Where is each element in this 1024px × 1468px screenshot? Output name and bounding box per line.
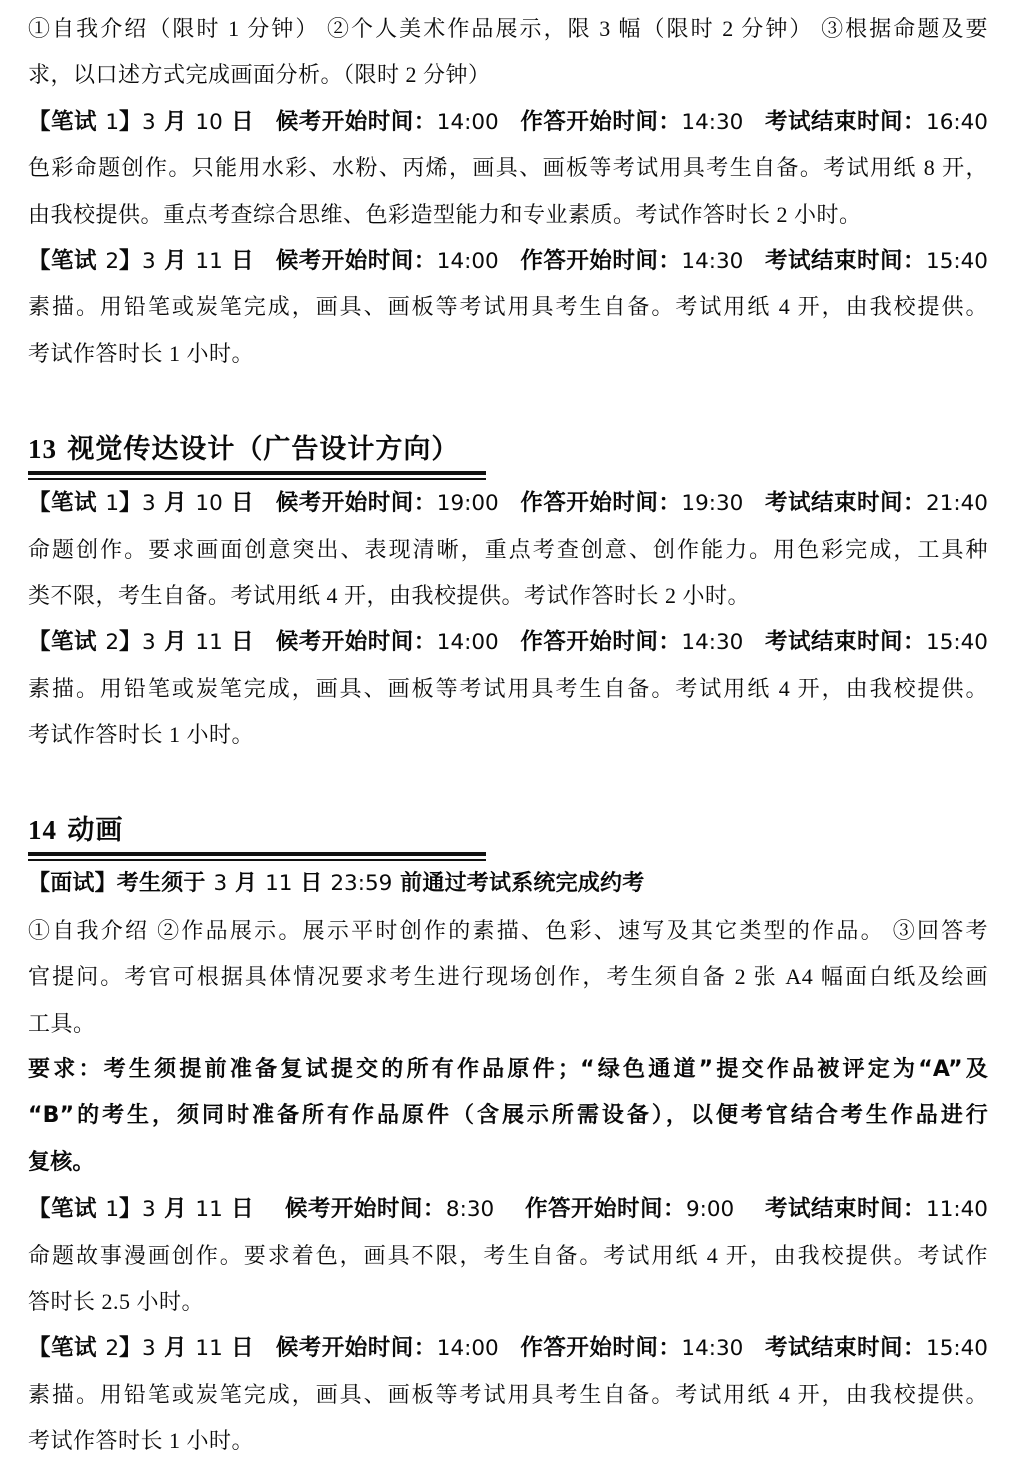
text-run: 作答开始时间： bbox=[520, 1335, 682, 1362]
text-run: 月 bbox=[155, 1335, 196, 1362]
exam-field bbox=[276, 238, 499, 284]
numeric-text: 19:30 bbox=[681, 491, 744, 517]
numeric-text: 1 bbox=[105, 491, 120, 517]
numeric-text: 14:30 bbox=[681, 109, 744, 135]
numeric-text: 19:00 bbox=[436, 491, 499, 517]
exam-field bbox=[765, 99, 988, 145]
text-run: 】 bbox=[119, 1196, 143, 1223]
text-run: 作答开始时间： bbox=[524, 1196, 686, 1223]
text-run: 】 bbox=[119, 247, 143, 274]
exam-field bbox=[276, 99, 499, 145]
numeric-text: 11 bbox=[195, 248, 223, 274]
numeric-text: 16:40 bbox=[926, 109, 988, 135]
text-run: 】 bbox=[119, 1335, 143, 1362]
numeric-text: 21:40 bbox=[926, 491, 988, 517]
paragraph-line: 求，以口述方式完成画面分析。（限时 2 分钟） bbox=[28, 62, 491, 88]
exam-field bbox=[28, 1325, 254, 1371]
paragraph-line: 素描。用铅笔或炭笔完成，画具、画板等考试用具考生自备。考试用纸 4 开，由我校提供。 bbox=[28, 294, 988, 320]
numeric-text: 3 bbox=[142, 248, 156, 274]
numeric-text: 11 bbox=[195, 1336, 223, 1362]
paragraph-line: ①自我介绍 ②作品展示。展示平时创作的素描、色彩、速写及其它类型的作品。 ③回答考 bbox=[28, 917, 988, 943]
numeric-text: 15:40 bbox=[926, 630, 988, 656]
text-run: 月 bbox=[227, 871, 266, 897]
text-run: 日 bbox=[222, 1335, 255, 1362]
text-run: 考试结束时间： bbox=[765, 1335, 927, 1362]
text-run: 考试结束时间： bbox=[765, 247, 927, 274]
text-run: 】 bbox=[119, 629, 143, 656]
exam-field bbox=[765, 238, 988, 284]
requirement-line: 要求：考生须提前准备复试提交的所有作品原件；“绿色通道”提交作品被评定为“A”及 bbox=[28, 1057, 988, 1083]
exam-field bbox=[520, 480, 743, 526]
section-header bbox=[28, 431, 988, 480]
numeric-text: 15:40 bbox=[926, 1336, 988, 1362]
numeric-text: 13 bbox=[28, 434, 57, 465]
numeric-text: 14 bbox=[28, 815, 57, 846]
numeric-text: 15:40 bbox=[926, 248, 988, 274]
text-run: 日 bbox=[292, 871, 331, 897]
numeric-text: 8:30 bbox=[445, 1197, 495, 1223]
text-run: 【笔试 bbox=[28, 629, 106, 656]
exam-field bbox=[765, 619, 988, 665]
numeric-text: 14:00 bbox=[436, 630, 499, 656]
numeric-text: 3 bbox=[142, 109, 156, 135]
numeric-text: 11 bbox=[265, 871, 293, 897]
requirement-line: “B”的考生，须同时准备所有作品原件（含展示所需设备），以便考官结合考生作品进行 bbox=[28, 1103, 988, 1129]
numeric-text: 14:00 bbox=[436, 1336, 499, 1362]
numeric-text: 3 bbox=[142, 491, 156, 517]
numeric-text: 2 bbox=[105, 1336, 120, 1362]
text-run: 视觉传达设计（广告设计方向） bbox=[57, 434, 460, 466]
exam-schedule-line bbox=[28, 619, 988, 665]
requirement-line: 复核。 bbox=[28, 1149, 95, 1175]
numeric-text: 10 bbox=[195, 109, 223, 135]
section-title bbox=[28, 431, 988, 468]
text-run: 候考开始时间： bbox=[284, 1196, 446, 1223]
exam-field bbox=[28, 238, 254, 284]
paragraph-line: 命题创作。要求画面创意突出、表现清晰，重点考查创意、创作能力。用色彩完成，工具种 bbox=[28, 536, 988, 562]
paragraph-line: 考试作答时长 1 小时。 bbox=[28, 1428, 255, 1454]
text-run: 月 bbox=[155, 108, 196, 135]
exam-field bbox=[520, 619, 743, 665]
exam-field bbox=[765, 480, 988, 526]
text-run: 日 bbox=[222, 1196, 255, 1223]
paragraph-line: 素描。用铅笔或炭笔完成，画具、画板等考试用具考生自备。考试用纸 4 开，由我校提供。 bbox=[28, 1381, 988, 1407]
text-run: 月 bbox=[155, 490, 196, 517]
numeric-text: 14:00 bbox=[436, 248, 499, 274]
text-run: 日 bbox=[222, 108, 255, 135]
text-run: 月 bbox=[155, 247, 196, 274]
double-rule bbox=[28, 471, 486, 480]
numeric-text: 14:00 bbox=[436, 109, 499, 135]
text-run: 作答开始时间： bbox=[520, 108, 682, 135]
exam-field bbox=[520, 99, 743, 145]
exam-field bbox=[28, 619, 254, 665]
paragraph-line: 考试作答时长 1 小时。 bbox=[28, 722, 255, 748]
exam-field bbox=[765, 1186, 988, 1232]
section-header bbox=[28, 812, 988, 861]
exam-field bbox=[520, 238, 743, 284]
paragraph-line: 官提问。考官可根据具体情况要求考生进行现场创作，考生须自备 2 张 A4 幅面白纸及绘画 bbox=[28, 964, 988, 990]
double-rule bbox=[28, 852, 486, 861]
paragraph-line: 工具。 bbox=[28, 1010, 96, 1036]
numeric-text: 2 bbox=[105, 630, 120, 656]
text-run: 候考开始时间： bbox=[275, 1335, 437, 1362]
numeric-text: 14:30 bbox=[681, 630, 744, 656]
text-run: 作答开始时间： bbox=[520, 247, 682, 274]
paragraph-line: 由我校提供。重点考查综合思维、色彩造型能力和专业素质。考试作答时长 2 小时。 bbox=[28, 201, 862, 227]
numeric-text: 3 bbox=[142, 630, 156, 656]
exam-field bbox=[276, 1325, 499, 1371]
text-run: 【笔试 bbox=[28, 108, 106, 135]
text-run: 考试结束时间： bbox=[765, 490, 927, 517]
text-run: 候考开始时间： bbox=[275, 490, 437, 517]
exam-schedule-line bbox=[28, 1325, 988, 1371]
exam-field bbox=[525, 1186, 734, 1232]
exam-field bbox=[276, 619, 499, 665]
text-run: 】 bbox=[119, 490, 143, 517]
exam-field bbox=[520, 1325, 743, 1371]
numeric-text: 11 bbox=[195, 630, 223, 656]
text-run: 日 bbox=[222, 629, 255, 656]
numeric-text: 11:40 bbox=[926, 1197, 988, 1223]
text-run: 【笔试 bbox=[28, 247, 106, 274]
exam-field bbox=[765, 1325, 988, 1371]
text-run: 】 bbox=[119, 108, 143, 135]
numeric-text: 23:59 bbox=[330, 871, 393, 897]
numeric-text: 3 bbox=[213, 871, 228, 897]
paragraph-line: ①自我介绍（限时 1 分钟） ②个人美术作品展示，限 3 幅（限时 2 分钟） ③根据命题及要 bbox=[28, 16, 988, 41]
text-run: 【笔试 bbox=[28, 1335, 106, 1362]
exam-schedule-line bbox=[28, 99, 988, 145]
text-run: 动画 bbox=[57, 815, 124, 847]
text-run: 【面试】考生须于 bbox=[28, 871, 214, 897]
text-run: 作答开始时间： bbox=[520, 629, 682, 656]
text-run: 作答开始时间： bbox=[520, 490, 682, 517]
exam-schedule-line bbox=[28, 480, 988, 526]
paragraph-line: 色彩命题创作。只能用水彩、水粉、丙烯，画具、画板等考试用具考生自备。考试用纸 8 开， bbox=[28, 155, 988, 181]
numeric-text: 10 bbox=[195, 491, 223, 517]
text-run: 候考开始时间： bbox=[275, 629, 437, 656]
text-run: 月 bbox=[155, 629, 196, 656]
text-run: 【笔试 bbox=[28, 490, 106, 517]
text-run: 日 bbox=[222, 490, 255, 517]
numeric-text: 3 bbox=[142, 1197, 156, 1223]
section-title bbox=[28, 812, 988, 849]
exam-schedule-line bbox=[28, 1186, 988, 1232]
numeric-text: 9:00 bbox=[685, 1197, 735, 1223]
paragraph-line: 素描。用铅笔或炭笔完成，画具、画板等考试用具考生自备。考试用纸 4 开，由我校提供。 bbox=[28, 675, 988, 701]
text-run: 前通过考试系统完成约考 bbox=[392, 871, 645, 897]
text-run: 候考开始时间： bbox=[275, 108, 437, 135]
exam-field bbox=[28, 1186, 254, 1232]
numeric-text: 2 bbox=[105, 248, 120, 274]
text-run: 月 bbox=[155, 1196, 196, 1223]
numeric-text: 3 bbox=[142, 1336, 156, 1362]
exam-field bbox=[276, 480, 499, 526]
interview-note-line bbox=[28, 861, 988, 907]
exam-schedule-line bbox=[28, 238, 988, 284]
numeric-text: 14:30 bbox=[681, 1336, 744, 1362]
numeric-text: 1 bbox=[105, 109, 120, 135]
exam-field bbox=[28, 99, 254, 145]
paragraph-line: 答时长 2.5 小时。 bbox=[28, 1288, 205, 1314]
text-run: 考试结束时间： bbox=[765, 1196, 927, 1223]
text-run: 【笔试 bbox=[28, 1196, 106, 1223]
paragraph-line: 考试作答时长 1 小时。 bbox=[28, 340, 255, 366]
numeric-text: 11 bbox=[195, 1197, 223, 1223]
exam-field bbox=[28, 480, 254, 526]
numeric-text: 1 bbox=[105, 1197, 120, 1223]
text-run: 候考开始时间： bbox=[275, 247, 437, 274]
numeric-text: 14:30 bbox=[681, 248, 744, 274]
text-run: 日 bbox=[222, 247, 255, 274]
paragraph-line: 命题故事漫画创作。要求着色，画具不限，考生自备。考试用纸 4 开，由我校提供。考试作 bbox=[28, 1242, 988, 1268]
text-run: 考试结束时间： bbox=[765, 108, 927, 135]
paragraph-line: 类不限，考生自备。考试用纸 4 开，由我校提供。考试作答时长 2 小时。 bbox=[28, 582, 751, 608]
text-run: 考试结束时间： bbox=[765, 629, 927, 656]
exam-field bbox=[285, 1186, 494, 1232]
